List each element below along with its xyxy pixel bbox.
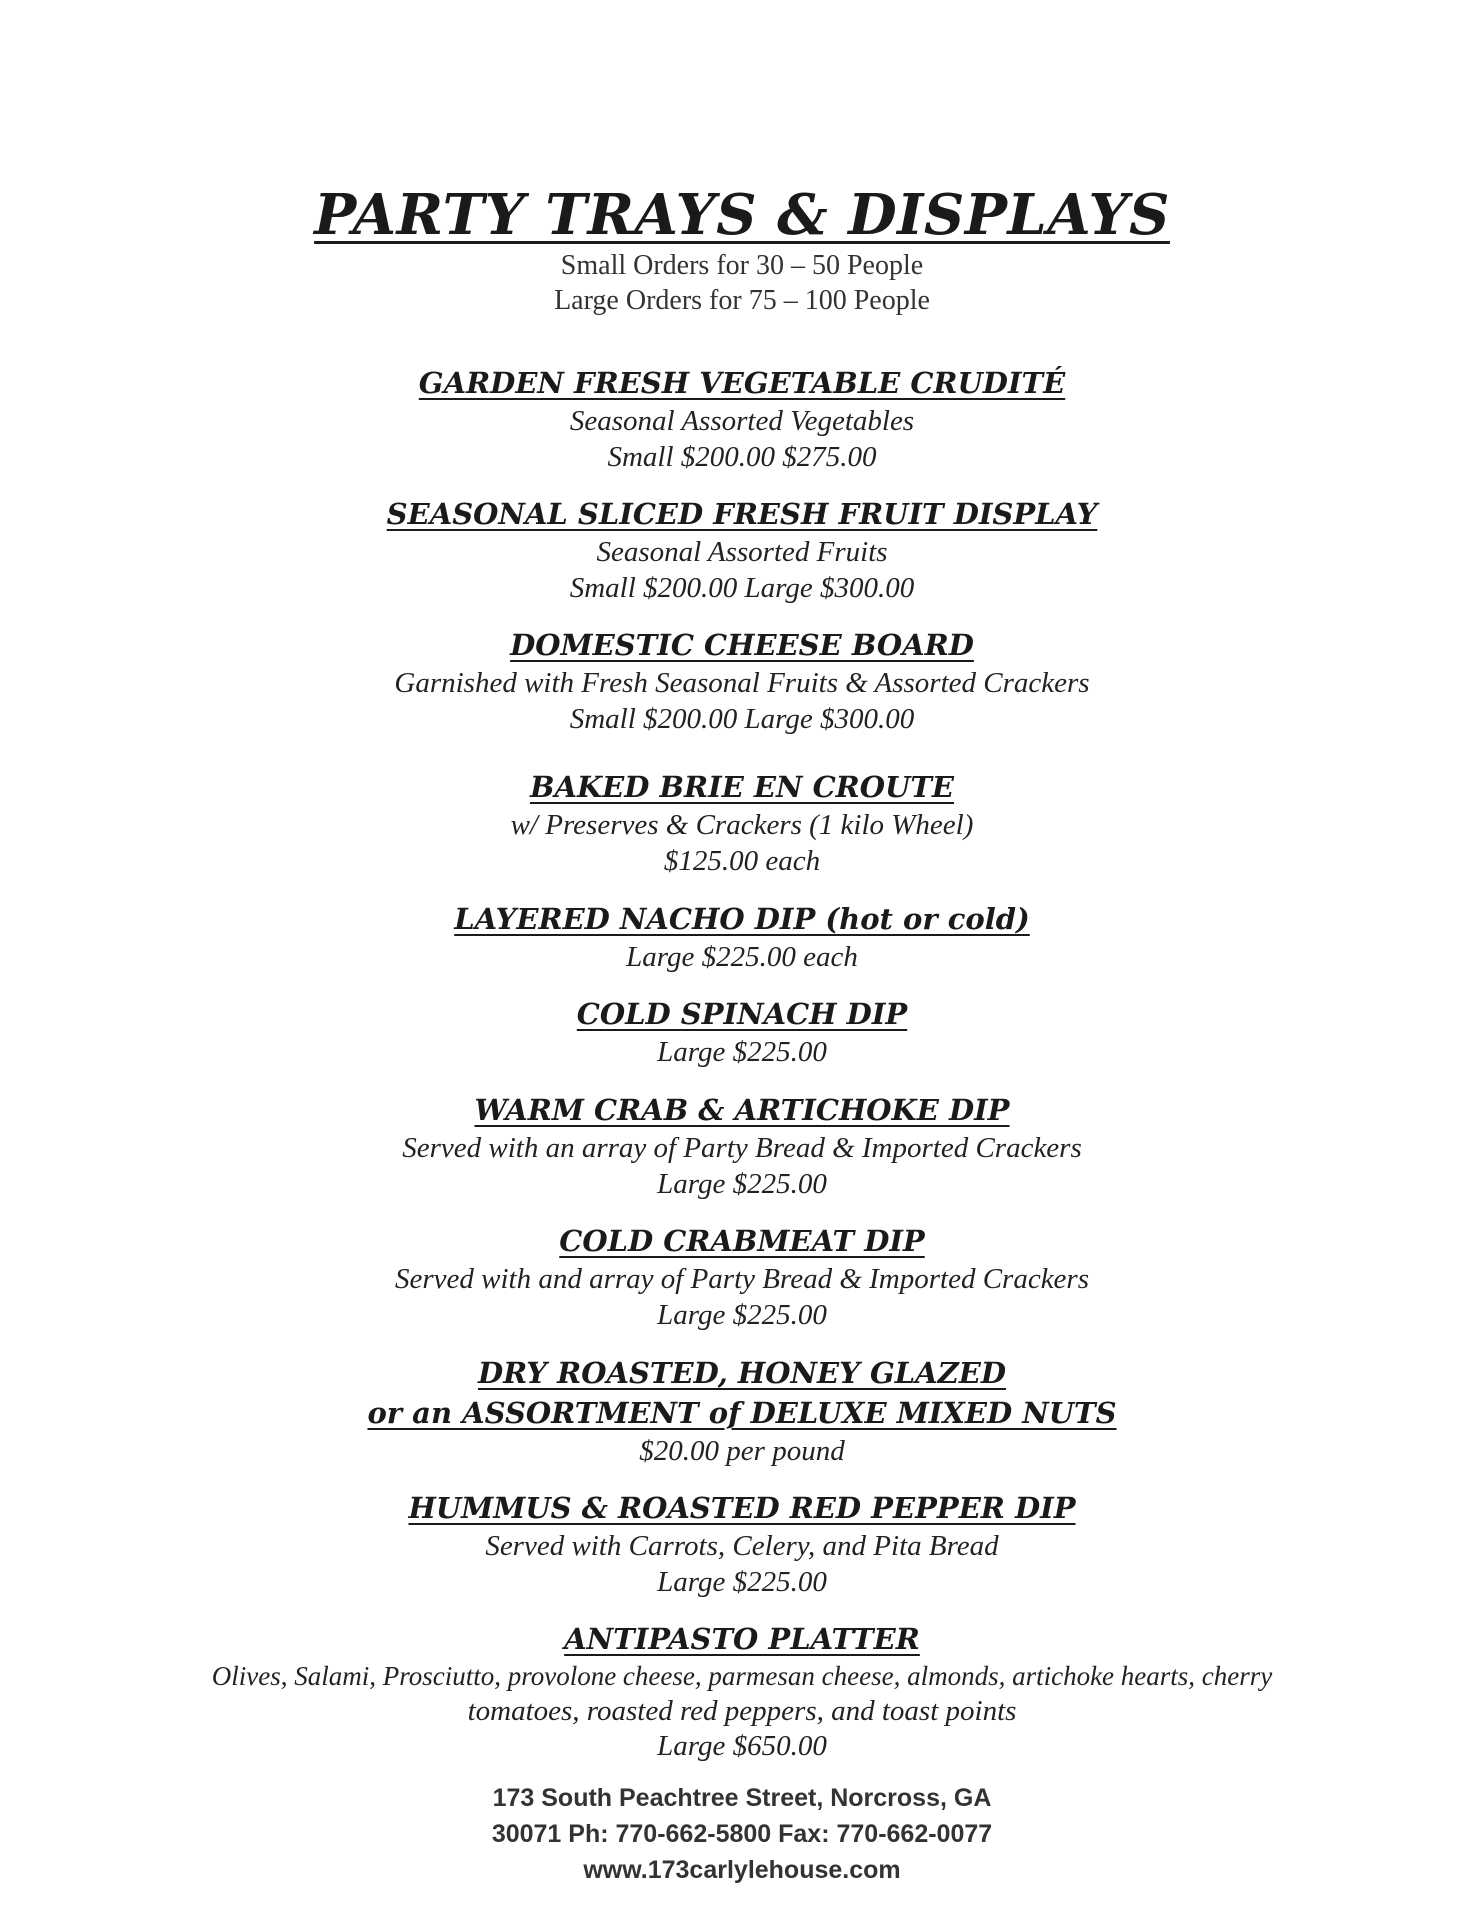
item-title: WARM CRAB & ARTICHOKE DIP bbox=[474, 1093, 1010, 1127]
item-title: HUMMUS & ROASTED RED PEPPER DIP bbox=[408, 1491, 1076, 1525]
item-price: Small $200.00 Large $300.00 bbox=[569, 703, 915, 735]
item-description: Garnished with Fresh Seasonal Fruits & Assorted Crackers bbox=[394, 667, 1090, 699]
footer-phone-fax: 30071 Ph: 770-662-5800 Fax: 770-662-0077 bbox=[491, 1820, 993, 1848]
item-title: COLD CRABMEAT DIP bbox=[559, 1224, 925, 1258]
item-description: Seasonal Assorted Fruits bbox=[596, 536, 888, 568]
item-price: Large $225.00 bbox=[657, 1566, 827, 1598]
item-title: COLD SPINACH DIP bbox=[576, 997, 908, 1031]
item-price: Small $200.00 Large $300.00 bbox=[569, 572, 915, 604]
item-price: Large $650.00 bbox=[657, 1730, 827, 1762]
item-price: Large $225.00 bbox=[657, 1036, 827, 1068]
item-title: BAKED BRIE EN CROUTE bbox=[529, 770, 955, 804]
item-title: ANTIPASTO PLATTER bbox=[564, 1622, 920, 1656]
item-price: $20.00 per pound bbox=[639, 1435, 845, 1467]
page-title: PARTY TRAYS & DISPLAYS bbox=[314, 182, 1170, 248]
item-description: w/ Preserves & Crackers (1 kilo Wheel) bbox=[510, 809, 974, 841]
item-description: Served with an array of Party Bread & Imported Crackers bbox=[402, 1132, 1082, 1164]
item-price: Large $225.00 bbox=[657, 1299, 827, 1331]
item-price: Large $225.00 each bbox=[626, 941, 858, 973]
item-title: GARDEN FRESH VEGETABLE CRUDITÉ bbox=[418, 366, 1066, 400]
footer-address: 173 South Peachtree Street, Norcross, GA bbox=[492, 1784, 992, 1812]
item-description: Served with and array of Party Bread & Imported Crackers bbox=[394, 1263, 1090, 1295]
item-description: Served with Carrots, Celery, and Pita Bread bbox=[485, 1530, 999, 1562]
item-title-line-2: or an ASSORTMENT of DELUXE MIXED NUTS bbox=[367, 1396, 1117, 1430]
large-orders-note: Large Orders for 75 – 100 People bbox=[554, 285, 930, 316]
item-title: SEASONAL SLICED FRESH FRUIT DISPLAY bbox=[386, 497, 1098, 531]
item-description: Olives, Salami, Prosciutto, provolone cheese, parmesan cheese, almonds, artichoke hearts, cherry bbox=[211, 1661, 1273, 1691]
item-title: LAYERED NACHO DIP (hot or cold) bbox=[454, 902, 1030, 936]
footer-website[interactable]: www.173carlylehouse.com bbox=[583, 1856, 901, 1884]
item-price: Large $225.00 bbox=[657, 1168, 827, 1200]
small-orders-note: Small Orders for 30 – 50 People bbox=[560, 250, 924, 281]
item-title: DOMESTIC CHEESE BOARD bbox=[510, 628, 974, 662]
item-title: DRY ROASTED, HONEY GLAZED bbox=[477, 1356, 1007, 1390]
item-description-line-2: tomatoes, roasted red peppers, and toast points bbox=[467, 1695, 1017, 1727]
item-price: $125.00 each bbox=[663, 845, 821, 877]
item-description: Seasonal Assorted Vegetables bbox=[569, 405, 915, 437]
item-price: Small $200.00 $275.00 bbox=[607, 441, 877, 473]
